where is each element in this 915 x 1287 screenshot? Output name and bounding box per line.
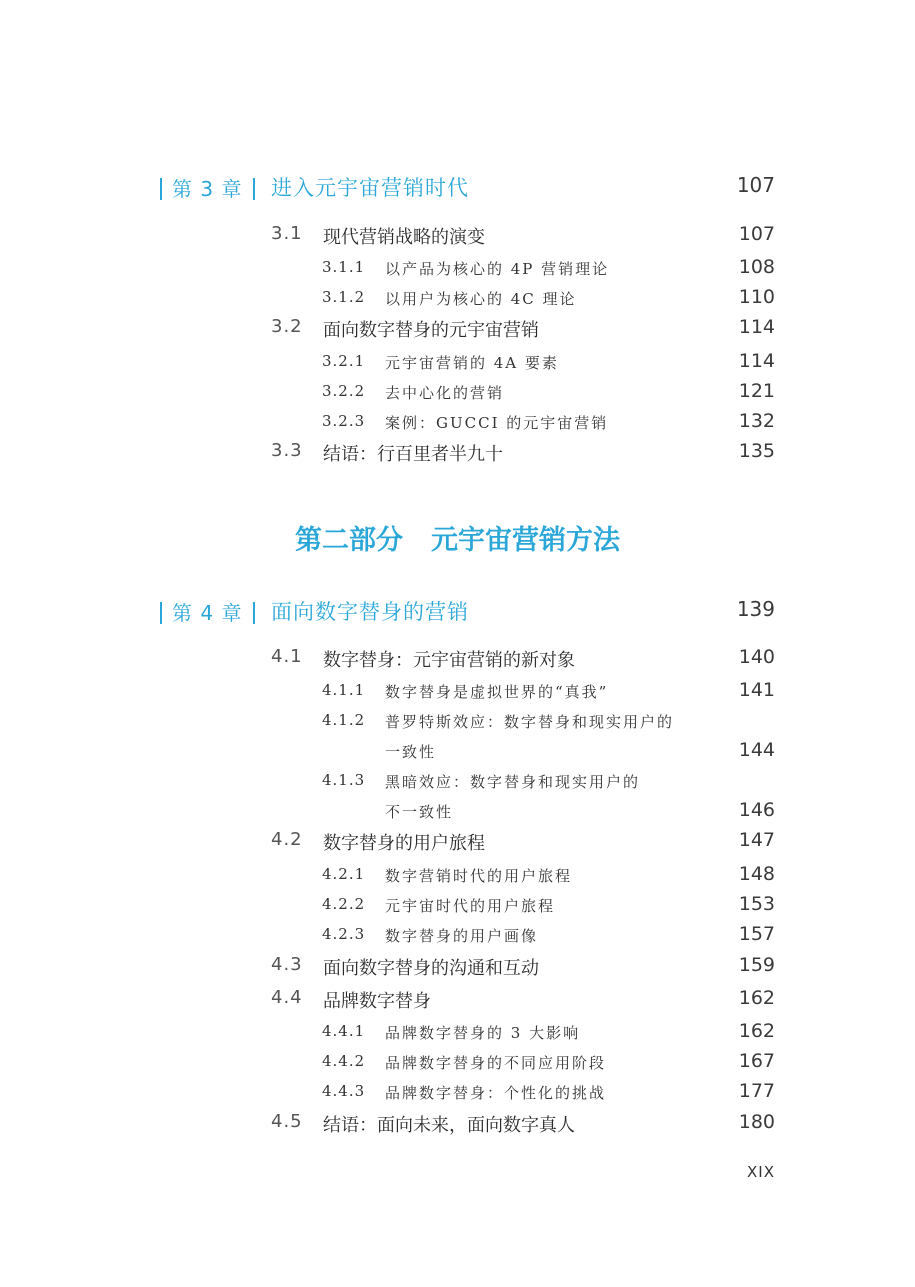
toc-subsection-4-1-1[interactable]	[322, 678, 775, 706]
page-number: 146	[738, 799, 775, 821]
subsection-title-continued: 不一致性	[385, 803, 454, 821]
page-number: 139	[736, 597, 775, 621]
toc-subsection-3-2-3[interactable]	[322, 409, 775, 437]
section-number: 3.3	[271, 440, 303, 461]
toc-section-4-4[interactable]	[271, 985, 775, 1015]
page-number: 153	[738, 893, 775, 915]
subsection-title: 案例：GUCCI 的元宇宙营销	[385, 414, 609, 432]
toc-section-4-5[interactable]	[271, 1109, 775, 1139]
chapter-bar-left	[160, 602, 162, 624]
section-title: 数字替身：元宇宙营销的新对象	[323, 650, 575, 671]
subsection-title: 数字替身是虚拟世界的“真我”	[385, 683, 609, 701]
section-title: 现代营销战略的演变	[323, 227, 485, 248]
subsection-number: 4.2.1	[322, 865, 366, 883]
section-number: 4.4	[271, 987, 303, 1008]
subsection-number: 3.1.2	[322, 288, 366, 306]
toc-subsection-4-2-3[interactable]	[322, 922, 775, 950]
chapter-number: 第 4 章	[172, 601, 243, 625]
page-number: 110	[738, 286, 775, 308]
subsection-title: 黑暗效应：数字替身和现实用户的	[385, 773, 641, 791]
page-number: 177	[738, 1080, 775, 1102]
chapter-number: 第 3 章	[172, 177, 243, 201]
section-number: 4.1	[271, 646, 303, 667]
section-title: 面向数字替身的元宇宙营销	[323, 320, 539, 341]
subsection-title: 品牌数字替身：个性化的挑战	[385, 1084, 607, 1102]
section-title: 品牌数字替身	[323, 991, 431, 1012]
page-number: 114	[738, 350, 775, 372]
page-number: 114	[738, 316, 775, 338]
page-number: 141	[738, 679, 775, 701]
toc-subsection-3-2-2[interactable]	[322, 379, 775, 407]
subsection-number: 3.2.1	[322, 352, 366, 370]
section-title: 面向数字替身的沟通和互动	[323, 958, 539, 979]
page-number: 148	[738, 863, 775, 885]
subsection-number: 3.1.1	[322, 258, 366, 276]
chapter-title: 面向数字替身的营销	[271, 600, 469, 624]
section-title: 结语：面向未来，面向数字真人	[323, 1115, 575, 1136]
toc-section-4-2[interactable]	[271, 827, 775, 857]
page-number: 147	[738, 829, 775, 851]
subsection-title: 以产品为核心的 4P 营销理论	[385, 260, 610, 278]
toc-section-3-1[interactable]	[271, 221, 775, 251]
chapter-title: 进入元宇宙营销时代	[271, 176, 469, 200]
subsection-title: 品牌数字替身的不同应用阶段	[385, 1054, 607, 1072]
part-2-heading	[0, 518, 915, 558]
page-folio: XIX	[747, 1163, 775, 1181]
chapter-bar-left	[160, 178, 162, 200]
toc-subsection-4-1-3[interactable]	[322, 768, 775, 796]
page-number: 135	[738, 440, 775, 462]
toc-subsection-4-2-1[interactable]	[322, 862, 775, 890]
section-number: 3.2	[271, 316, 303, 337]
subsection-number: 4.1.3	[322, 771, 366, 789]
subsection-number: 4.2.3	[322, 925, 366, 943]
toc-subsection-4-4-2[interactable]	[322, 1049, 775, 1077]
toc-section-3-3[interactable]	[271, 438, 775, 468]
subsection-title-continued: 一致性	[385, 743, 437, 761]
toc-subsection-4-2-2[interactable]	[322, 892, 775, 920]
section-number: 3.1	[271, 223, 303, 244]
page-number: 157	[738, 923, 775, 945]
subsection-title: 数字营销时代的用户旅程	[385, 867, 573, 885]
subsection-number: 3.2.3	[322, 412, 366, 430]
toc-subsection-3-1-1[interactable]	[322, 255, 775, 283]
part-label: 第二部分	[295, 525, 403, 556]
chapter-bar-right	[253, 178, 255, 200]
chapter-bar-right	[253, 602, 255, 624]
subsection-number: 3.2.2	[322, 382, 366, 400]
subsection-title: 数字替身的用户画像	[385, 927, 539, 945]
chapter-4-heading[interactable]	[160, 595, 775, 631]
section-number: 4.2	[271, 829, 303, 850]
page-number: 107	[736, 173, 775, 197]
page-number: 144	[738, 739, 775, 761]
page-number: 162	[738, 1020, 775, 1042]
page-number: 132	[738, 410, 775, 432]
page-number: 162	[738, 987, 775, 1009]
toc-subsection-4-4-3[interactable]	[322, 1079, 775, 1107]
toc-subsection-4-1-2[interactable]	[322, 708, 775, 736]
subsection-number: 4.1.2	[322, 711, 366, 729]
subsection-number: 4.4.2	[322, 1052, 366, 1070]
toc-subsection-4-1-2-continued[interactable]	[385, 738, 775, 766]
section-title: 数字替身的用户旅程	[323, 833, 485, 854]
subsection-title: 品牌数字替身的 3 大影响	[385, 1024, 581, 1042]
toc-section-4-3[interactable]	[271, 952, 775, 982]
page-number: 167	[738, 1050, 775, 1072]
toc-section-4-1[interactable]	[271, 644, 775, 674]
chapter-3-heading[interactable]	[160, 171, 775, 207]
section-title: 结语：行百里者半九十	[323, 444, 503, 465]
page-number: 107	[738, 223, 775, 245]
page-number: 121	[738, 380, 775, 402]
subsection-title: 普罗特斯效应：数字替身和现实用户的	[385, 713, 675, 731]
toc-section-3-2[interactable]	[271, 314, 775, 344]
subsection-title: 以用户为核心的 4C 理论	[385, 290, 577, 308]
part-title: 元宇宙营销方法	[431, 525, 620, 556]
subsection-number: 4.4.3	[322, 1082, 366, 1100]
page-number: 140	[738, 646, 775, 668]
page-number: 180	[738, 1111, 775, 1133]
toc-subsection-4-1-3-continued[interactable]	[385, 798, 775, 826]
subsection-title: 去中心化的营销	[385, 384, 505, 402]
section-number: 4.5	[271, 1111, 303, 1132]
subsection-number: 4.2.2	[322, 895, 366, 913]
toc-subsection-3-2-1[interactable]	[322, 349, 775, 377]
subsection-title: 元宇宙营销的 4A 要素	[385, 354, 559, 372]
subsection-number: 4.1.1	[322, 681, 366, 699]
page-number: 108	[738, 256, 775, 278]
toc-subsection-4-4-1[interactable]	[322, 1019, 775, 1047]
page-number: 159	[738, 954, 775, 976]
subsection-title: 元宇宙时代的用户旅程	[385, 897, 556, 915]
subsection-number: 4.4.1	[322, 1022, 366, 1040]
section-number: 4.3	[271, 954, 303, 975]
toc-subsection-3-1-2[interactable]	[322, 285, 775, 313]
